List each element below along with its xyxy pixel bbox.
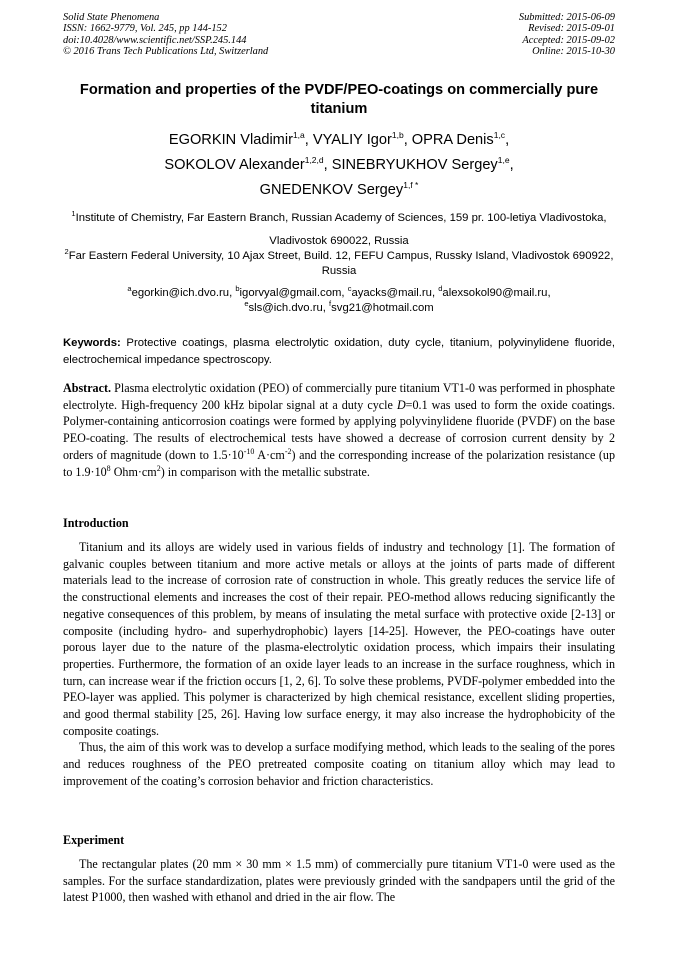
author: SINEBRYUKHOV Sergey$^{1,e}$ [331,155,510,173]
journal-issn: ISSN: 1662-9779, Vol. 245, pp 144-152 [63,23,227,35]
email: $^a$egorkin@ich.dvo.ru [127,284,230,299]
submission-dates [519,12,615,58]
paragraph: Thus, the aim of this work was to develop a surface modifying method, which leads to the sealing of the pores and reduces roughness of the PEO pretreated composite coating on titanium alloy which may lead to improvement of the coating’s corrosion behavior and friction characteristics. [63,740,615,788]
journal-doi: doi:10.4028/www.scientific.net/SSP.245.144 [63,34,247,46]
journal-info [63,12,268,58]
introduction-body [63,539,615,790]
author: OPRA Denis$^{1,c}$ [411,130,506,148]
journal-name: Solid State Phenomena [63,12,160,23]
email: $^d$alexsokol90@mail.ru [438,284,548,299]
email: $^e$sls@ich.dvo.ru [244,299,323,314]
accepted-date: Accepted: 2015-09-02 [522,34,615,46]
abstract: Abstract. Plasma electrolytic oxidation (PEO) of commercially pure titanium VT1-0 was performed in phosphate electrolyte. High-frequency 200 kHz bipolar signal at a duty cycle D=0.1 was used to form the oxide coatings. Polymer-containing anticorrosion coatings were formed by applying polyvinylidene fluoride (PVDF) on the base PEO-coating. The results of electrochemical tests have showed a decrease of corrosion current density by 2 orders of magnitude (down to $1.5\cdot 10^{-10}$ $A\cdot cm^{-2}$) and the corresponding increase of the polarization resistance (up to $1.9\cdot 10^8$ $Ohm\cdot cm^2$) in comparison with the metallic substrate. [63,381,616,479]
author-list: EGORKIN Vladimir$^{1,a}$, VYALIY Igor$^{1,b}$, OPRA Denis$^{1,c}$, SOKOLOV Alexander$^{1,2,d}$, SINEBRYUKHOV Sergey$^{1,e}$, GNEDENKOV Sergey$^{1,f *}$ [164,130,514,198]
email: $^f$svg21@hotmail.com [329,299,434,314]
keywords-label: Keywords: [63,337,121,349]
paragraph: The rectangular plates (20 mm × 30 mm × 1.5 mm) of commercially pure titanium VT1-0 were used as the samples. For the surface standardization, plates were previously grinded with the sandpapers until the grid of the latest P1000, then washed with ethanol and dried in the air flow. The [63,857,615,905]
author: VYALIY Igor$^{1,b}$ [312,130,404,148]
experiment-body [63,856,615,906]
affiliation: $^1$Institute of Chemistry, Far Eastern Branch, Russian Academy of Sciences, 159 pr. 100-letiya Vladivostoka, Vladivostok 690022, Russia [71,209,607,247]
section-heading-introduction: Introduction [63,516,129,530]
author: EGORKIN Vladimir$^{1,a}$ [168,130,305,148]
paper-title: Formation and properties of the PVDF/PEO-coatings on commercially pure titanium [79,82,599,117]
revised-date: Revised: 2015-09-01 [528,23,615,35]
author-emails: $^a$egorkin@ich.dvo.ru, $^b$igorvyal@gmail.com, $^c$ayacks@mail.ru, $^d$alexsokol90@mail.ru, $^e$sls@ich.dvo.ru, $^f$svg21@hotmail.com [127,284,551,314]
submitted-date: Submitted: 2015-06-09 [518,12,615,23]
journal-copyright: © 2016 Trans Tech Publications Ltd, Switzerland [63,46,269,58]
affiliation: $^2$Far Eastern Federal University, 10 Ajax Street, Build. 12, FEFU Campus, Russky Island, Vladivostok 690922, Russia [64,247,614,277]
section-heading-experiment: Experiment [63,833,125,847]
author: SOKOLOV Alexander$^{1,2,d}$ [164,155,324,173]
online-date: Online: 2015-10-30 [532,46,615,58]
email: $^c$ayacks@mail.ru [347,284,432,299]
author: GNEDENKOV Sergey$^{1,f *}$ [259,180,419,198]
paragraph: Titanium and its alloys are widely used in various fields of industry and technology [1]. The formation of galvanic couples between titanium and more active metals or alloys at the joints of parts made of different materials lead to the increase of corrosion rate of construction in whole. This greatly reduces the service life of the constructional elements and increases the cost of their repair. PEO-method allows reducing significantly the negative consequences of this problem, by means of insulating the metal surface with protective oxide [2-13] or composite (including hydro- and superhydrophobic) layers [14-25]. However, the PEO-coatings have outer porous layer due to the nature of the plasma-electrolytic oxidation process, which impairs their insulating properties. Furthermore, the formation of an oxide layer leads to an increase in the surface roughness, which in turn, can increase wear if the friction occurs [1, 2, 6]. To solve these problems, PVDF-polymer embedded into the PEO-layer was applied. This polymer is characterized by high chemical resistance, excellent sliding properties, and good thermal stability [25, 26]. Having low surface energy, it may also increase the hydrophobicity of the composite coatings. [63,540,615,738]
keywords [63,335,615,368]
email: $^b$igorvyal@gmail.com [235,284,342,299]
keywords-text: Protective coatings, plasma electrolytic oxidation, duty cycle, titanium, polyvinylidene fluoride, electrochemical impedance spectroscopy. [63,337,615,366]
abstract-label: Abstract. [63,381,112,395]
